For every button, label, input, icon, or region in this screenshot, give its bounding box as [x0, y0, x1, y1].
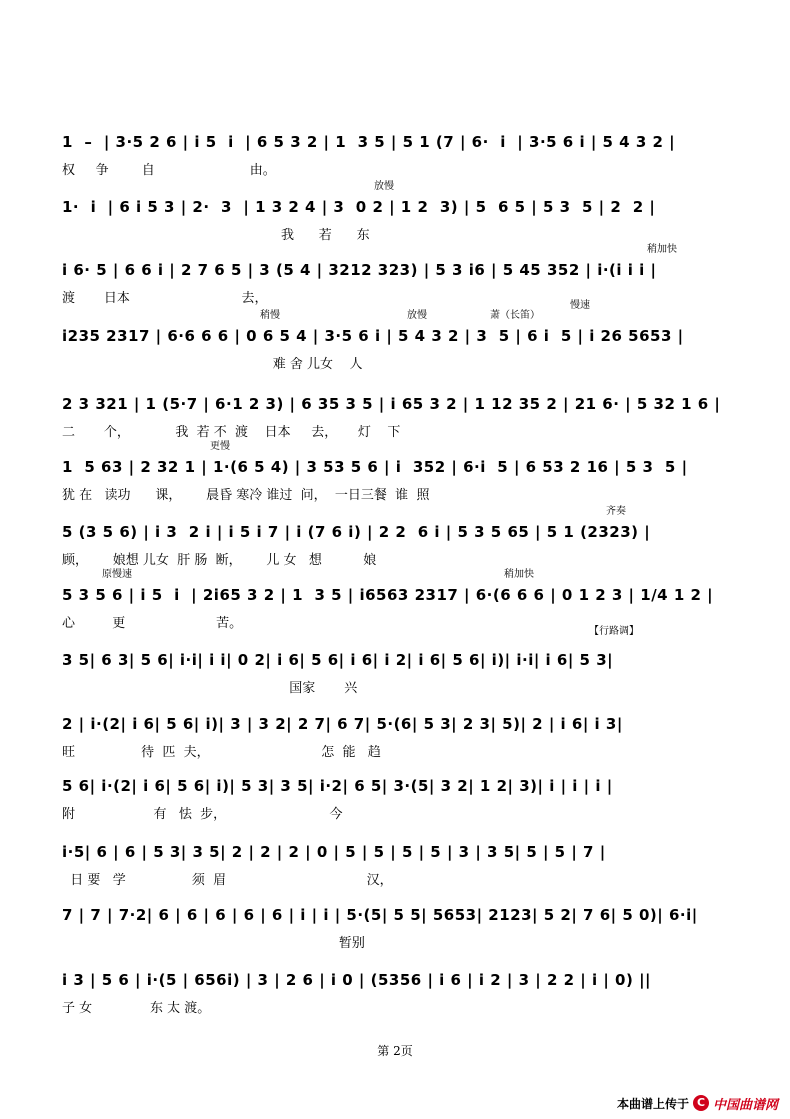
tune-name-mark: 【行路调】: [589, 626, 639, 637]
notation-line: 1 – | 3·5 2 6 | i 5 i | 6 5 3 2 | 1 3 5 | 5 1 (7 | 6· i | 3·5 6 i | 5 4 3 2 |: [62, 133, 676, 151]
lyrics-line: 二 个， 我 若 不 渡 日本 去， 灯 下: [62, 425, 401, 440]
notation-line: i 6· 5 | 6 6 i | 2 7 6 5 | 3 (5 4 | 3212 323) | 5 3 i6 | 5 45 352 | i·(i i i |: [62, 261, 657, 279]
lyrics-line: 附 有 怯 步， 今: [62, 807, 343, 822]
lyrics-line: 顾， 娘想 儿女 肝 肠 断， 儿 女 想 娘: [62, 553, 377, 568]
notation-line: i 3 | 5 6 | i·(5 | 656i) | 3 | 2 6 | i 0 | (5356 | i 6 | i 2 | 3 | 2 2 | i | 0) ||: [62, 971, 652, 989]
lyrics-line: 暂别: [62, 936, 365, 951]
notation-line: 2 3 321 | 1 (5·7 | 6·1 2 3) | 6 35 3 5 | i 65 3 2 | 1 12 35 2 | 21 6· | 5 32 1 6 |: [62, 395, 721, 413]
lyrics-line: 权 争 自 由。: [62, 163, 276, 178]
notation-line: 5 3 5 6 | i 5 i | 2i65 3 2 | 1 3 5 | i6563 2317 | 6·(6 6 6 | 0 1 2 3 | 1/4 1 2 |: [62, 586, 714, 604]
notation-line: 3 5| 6 3| 5 6| i·i| i i| 0 2| i 6| 5 6| i 6| i 2| i 6| 5 6| i)| i·i| i 6| 5 3|: [62, 651, 614, 669]
tempo-mark: 更慢: [210, 441, 230, 452]
upload-credit: [617, 1093, 778, 1113]
site-name[interactable]: 中国曲谱网: [712, 1097, 778, 1113]
notation-line: i235 2317 | 6·6 6 6 | 0 6 5 4 | 3·5 6 i | 5 4 3 2 | 3 5 | 6 i 5 | i 26 5653 |: [62, 327, 684, 345]
lyrics-line: 旺 待 匹 夫， 怎 能 趋: [62, 745, 381, 760]
tempo-mark: 稍加快: [504, 569, 534, 580]
tempo-mark: 原慢速: [102, 569, 132, 580]
notation-line: 2 | i·(2| i 6| 5 6| i)| 3 | 3 2| 2 7| 6 7| 5·(6| 5 3| 2 3| 5)| 2 | i 6| i 3|: [62, 715, 623, 733]
notation-line: i·5| 6 | 6 | 5 3| 3 5| 2 | 2 | 2 | 0 | 5 | 5 | 5 | 5 | 3 | 3 5| 5 | 5 | 7 |: [62, 843, 606, 861]
tempo-mark: 慢速: [570, 300, 590, 311]
notation-line: 5 (3 5 6) | i 3 2 i | i 5 i 7 | i (7 6 i) | 2 2 6 i | 5 3 5 65 | 5 1 (2323) |: [62, 523, 651, 541]
tempo-mark: 稍慢: [260, 310, 280, 321]
lyrics-line: 日 要 学 须 眉 汉，: [62, 873, 393, 888]
notation-line: 1 5 63 | 2 32 1 | 1·(6 5 4) | 3 53 5 6 | i 352 | 6·i 5 | 6 53 2 16 | 5 3 5 |: [62, 458, 688, 476]
notation-line: 7 | 7 | 7·2| 6 | 6 | 6 | 6 | 6 | i | i | 5·(5| 5 5| 5653| 2123| 5 2| 7 6| 5 0)| 6·i|: [62, 906, 698, 924]
lyrics-line: 渡 日本 去，: [62, 291, 268, 306]
upload-label: 本曲谱上传于: [616, 1096, 689, 1111]
ensemble-mark: 齐奏: [606, 506, 626, 517]
lyrics-line: 子 女 东 太 渡。: [62, 1001, 211, 1016]
lyrics-line: 难 舍 儿女 人: [62, 357, 363, 372]
lyrics-line: 犹 在 读功 课， 晨昏 寒冷 谁过 问， 一日三餐 谁 照: [62, 488, 430, 503]
lyrics-line: 国家 兴: [62, 681, 358, 696]
instrument-mark: 萧（长笛）: [490, 310, 540, 321]
lyrics-line: 我 若 东: [62, 228, 370, 243]
site-logo-icon: C: [693, 1095, 709, 1111]
tempo-mark: 放慢: [374, 181, 394, 192]
tempo-mark: 稍加快: [647, 244, 677, 255]
notation-line: 1· i | 6 i 5 3 | 2· 3 | 1 3 2 4 | 3 0 2 | 1 2 3) | 5 6 5 | 5 3 5 | 2 2 |: [62, 198, 656, 216]
page-number: 第 2页: [377, 1044, 413, 1058]
notation-line: 5 6| i·(2| i 6| 5 6| i)| 5 3| 3 5| i·2| 6 5| 3·(5| 3 2| 1 2| 3)| i | i | i |: [62, 777, 613, 795]
lyrics-line: 心 更 苦。: [62, 616, 243, 631]
tempo-mark: 放慢: [407, 310, 427, 321]
